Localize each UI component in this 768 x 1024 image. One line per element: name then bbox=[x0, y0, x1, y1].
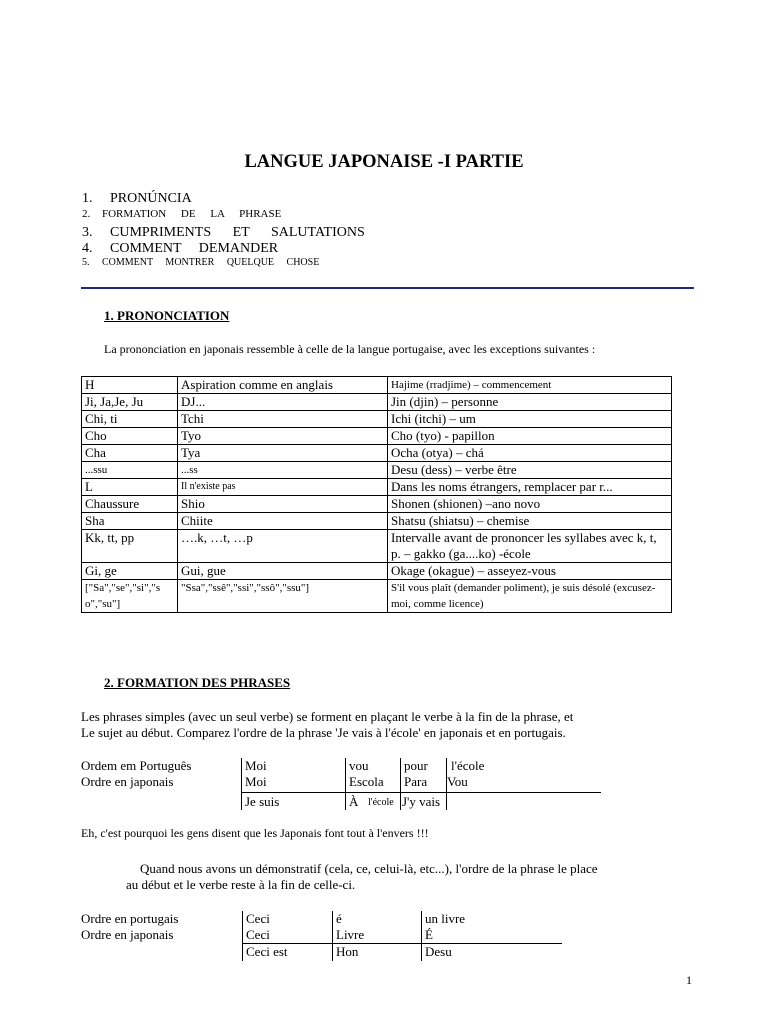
table-cell: Il n'existe pas bbox=[178, 479, 388, 496]
table-cell: Gui, gue bbox=[178, 563, 388, 580]
grid-cell: Ceci bbox=[246, 911, 270, 926]
section-heading: 2. FORMATION DES PHRASES bbox=[104, 675, 291, 690]
toc-item-1 bbox=[82, 191, 192, 207]
toc-num: 2. bbox=[82, 208, 91, 220]
toc-label: CUMPRIMENTS ET SALUTATIONS bbox=[110, 225, 365, 240]
grid-cell: Je suis bbox=[245, 794, 280, 809]
table-cell: ["Sa","se","si","so","su"] bbox=[82, 580, 178, 613]
grid-line bbox=[241, 792, 601, 793]
toc-item-3 bbox=[82, 225, 365, 241]
grid-label: Ordre en japonais bbox=[81, 774, 174, 789]
table-cell: Tyo bbox=[178, 428, 388, 445]
table-cell: Jin (djin) – personne bbox=[388, 394, 672, 411]
section-intro: La prononciation en japonais ressemble à celle de la langue portugaise, avec les exceptions suivantes : bbox=[104, 342, 596, 356]
table-cell: Cha bbox=[82, 445, 178, 462]
word-order-grid-1 bbox=[81, 758, 611, 810]
table-row bbox=[82, 580, 672, 613]
grid-line bbox=[332, 911, 333, 961]
grid-cell: Livre bbox=[336, 927, 365, 942]
grid-cell: l'école bbox=[451, 758, 485, 773]
toc-label: COMMENT MONTRER QUELQUE CHOSE bbox=[102, 257, 320, 268]
section-heading: 1. PRONONCIATION bbox=[104, 308, 230, 323]
table-cell: DJ... bbox=[178, 394, 388, 411]
word-order-grid-2 bbox=[81, 911, 581, 961]
table-cell: ….k, …t, …p bbox=[178, 530, 388, 563]
table-row bbox=[82, 428, 672, 445]
table-cell: Cho (tyo) - papillon bbox=[388, 428, 672, 445]
table-row bbox=[82, 530, 672, 563]
page-number: 1 bbox=[686, 973, 692, 987]
table-row bbox=[82, 563, 672, 580]
grid-line bbox=[400, 758, 401, 810]
table-cell: Chi, ti bbox=[82, 411, 178, 428]
grid-cell: J'y vais bbox=[402, 794, 441, 809]
table-cell: Dans les noms étrangers, remplacer par r... bbox=[388, 479, 672, 496]
grid-line bbox=[242, 911, 243, 961]
table-cell: Tya bbox=[178, 445, 388, 462]
table-cell: Tchi bbox=[178, 411, 388, 428]
table-cell: Shonen (shionen) –ano novo bbox=[388, 496, 672, 513]
table-cell: Shio bbox=[178, 496, 388, 513]
grid-label: Ordre en japonais bbox=[81, 927, 174, 942]
toc-item-5 bbox=[82, 257, 319, 268]
table-cell: "Ssa","ssê","ssi","ssô","ssu"] bbox=[178, 580, 388, 613]
table-row bbox=[82, 394, 672, 411]
grid-cell: Moi bbox=[245, 774, 267, 789]
grid-cell: Vou bbox=[447, 774, 468, 789]
grid-line bbox=[446, 758, 447, 810]
grid-cell: Escola bbox=[349, 774, 384, 789]
toc-num: 1. bbox=[82, 191, 93, 206]
table-cell: ...ss bbox=[178, 462, 388, 479]
table-cell: Chiite bbox=[178, 513, 388, 530]
table-cell: Intervalle avant de prononcer les syllabes avec k, t, p. – gakko (ga....ko) -école bbox=[388, 530, 672, 563]
grid-label: Ordre en portugais bbox=[81, 911, 179, 926]
table-row bbox=[82, 462, 672, 479]
grid-cell: Hon bbox=[336, 944, 359, 959]
table-cell: L bbox=[82, 479, 178, 496]
toc-num: 4. bbox=[82, 241, 93, 256]
page-title: LANGUE JAPONAISE -I PARTIE bbox=[244, 152, 524, 172]
grid-line bbox=[345, 758, 346, 810]
table-cell: Gi, ge bbox=[82, 563, 178, 580]
table-cell: Shatsu (shiatsu) – chemise bbox=[388, 513, 672, 530]
paragraph-line: au début et le verbe reste à la fin de celle-ci. bbox=[126, 877, 356, 892]
table-cell: Desu (dess) – verbe être bbox=[388, 462, 672, 479]
table-cell: Okage (okague) – asseyez-vous bbox=[388, 563, 672, 580]
paragraph-line: Le sujet au début. Comparez l'ordre de la phrase 'Je vais à l'école' en japonais et en portugais. bbox=[81, 725, 566, 740]
toc-label: PRONÚNCIA bbox=[110, 191, 192, 206]
grid-cell: pour bbox=[404, 758, 428, 773]
table-cell: Aspiration comme en anglais bbox=[178, 377, 388, 394]
toc-label: FORMATION DE LA PHRASE bbox=[102, 208, 282, 220]
divider bbox=[81, 287, 694, 289]
paragraph-line: Quand nous avons un démonstratif (cela, ce, celui-là, etc...), l'ordre de la phrase le place bbox=[140, 861, 598, 876]
table-cell: Sha bbox=[82, 513, 178, 530]
table-cell: Hajime (rradjime) – commencement bbox=[388, 377, 672, 394]
table-cell: ...ssu bbox=[82, 462, 178, 479]
table-row bbox=[82, 411, 672, 428]
table-cell: Ji, Ja,Je, Ju bbox=[82, 394, 178, 411]
grid-cell: l'école bbox=[368, 797, 394, 808]
grid-cell: Ceci est bbox=[246, 944, 288, 959]
toc-num: 3. bbox=[82, 225, 93, 240]
grid-line bbox=[421, 911, 422, 961]
grid-cell: Ceci bbox=[246, 927, 270, 942]
grid-cell: Desu bbox=[425, 944, 452, 959]
table-cell: Chaussure bbox=[82, 496, 178, 513]
grid-cell: un livre bbox=[425, 911, 466, 926]
table-cell: S'il vous plaît (demander poliment), je suis désolé (excusez-moi, comme licence) bbox=[388, 580, 672, 613]
toc-label: COMMENT DEMANDER bbox=[110, 241, 279, 256]
table-cell: H bbox=[82, 377, 178, 394]
table-row bbox=[82, 377, 672, 394]
table-row bbox=[82, 445, 672, 462]
pronunciation-table bbox=[81, 376, 672, 613]
table-cell: Ocha (otya) – chá bbox=[388, 445, 672, 462]
table-row bbox=[82, 479, 672, 496]
grid-cell: Para bbox=[404, 774, 428, 789]
remark: Eh, c'est pourquoi les gens disent que les Japonais font tout à l'envers !!! bbox=[81, 826, 429, 840]
toc-num: 5. bbox=[82, 257, 90, 268]
grid-cell: é bbox=[336, 911, 342, 926]
grid-cell: Moi bbox=[245, 758, 267, 773]
grid-cell: À bbox=[349, 794, 359, 809]
table-cell: Ichi (itchi) – um bbox=[388, 411, 672, 428]
toc-item-4 bbox=[82, 241, 278, 257]
grid-label: Ordem em Português bbox=[81, 758, 192, 773]
table-row bbox=[82, 513, 672, 530]
table-cell: Cho bbox=[82, 428, 178, 445]
table-cell: Kk, tt, pp bbox=[82, 530, 178, 563]
grid-line bbox=[242, 943, 562, 944]
grid-line bbox=[241, 758, 242, 810]
toc-item-2 bbox=[82, 208, 281, 220]
grid-cell: vou bbox=[349, 758, 369, 773]
paragraph-line: Les phrases simples (avec un seul verbe) se forment en plaçant le verbe à la fin de la phrase, et bbox=[81, 709, 574, 724]
table-row bbox=[82, 496, 672, 513]
grid-cell: É bbox=[425, 927, 433, 942]
